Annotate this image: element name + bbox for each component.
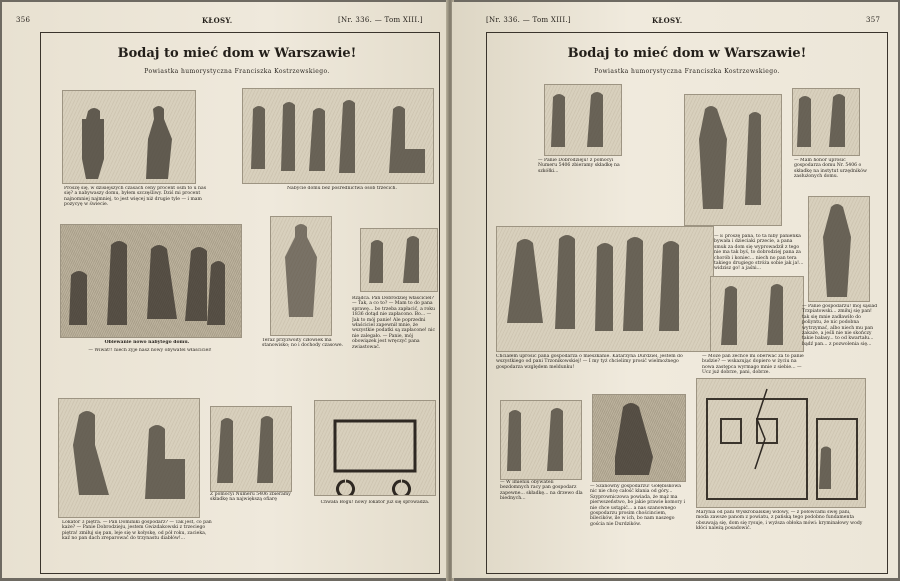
article-title: Bodaj to mieć dom w Warszawie! xyxy=(567,46,807,61)
illustration-collection-men xyxy=(210,406,292,492)
journal-name: KŁOSY. xyxy=(202,16,233,25)
caption-9: Chwała Bogu! nowy lokator już się sprowadza. xyxy=(320,500,430,505)
caption-2: — Mam honor uprosić gospodarza domu Nr. 5406 o składkę na instytut urzędników zasłużonych domu. xyxy=(794,158,867,180)
caption-1: Proszę się, w dzisiejszych czasach ceny procent ośm to u nas się? a nabywaszy domu, byłem szczęśliwy. Dziś mi procent najnomniej najmniej, to jest więcej niż drugie tyle — i mam pozycyę w świecie. xyxy=(64,186,207,208)
caption-9: Marynia od pani Wyskrobalskiej wdowy, — z połowcami swej pani, moda zawsze panom z powiatu, z pańską tego podobno fundamenta obsuwają się, dom się rysuje, i wyższa obłoka mówi: kryminałowy wody kłóci należą posadowić. xyxy=(696,510,863,532)
issue-info: [Nr. 336. — Tom XIII.] xyxy=(486,16,571,24)
illustration-tax-collector xyxy=(360,228,438,292)
illustration-neighbor-complaint xyxy=(808,196,870,302)
page-number: 356 xyxy=(16,16,31,24)
illustration-caretaker xyxy=(684,94,782,226)
issue-info: [Nr. 336. — Tom XIII.] xyxy=(338,16,423,24)
caption-5: Teraz przyzwoity człowiek ma stanowisko; no i dochody czasowe. xyxy=(262,338,344,349)
caption-8: Z pomocyi Numeru 5406 zbieramy składkę na największą ofiarę xyxy=(210,492,291,503)
caption-5: — Może pan zechce mi oberwać za to panie budzie? — wskazując dopiero w życiu na nowa zastępca wyrmago mnie z siebie... — Ucz już dobrze, pani, dobrze. xyxy=(702,354,804,376)
caption-3: Oblewanie nowo nabytego domu. xyxy=(104,340,190,345)
illustration-poor-collection xyxy=(500,400,582,480)
caption-6: Rządca. Pan Dobrodziej właściciel? — Tak, a co to? — Mam to do pana sprawę... bo trzeba zapłacić, a roku 1836 dotąd nie zapłacono. Bo... — Jak to mój panie! Ale poprzedni właściciel zapewnił mnie, że wszystkie podatki są zapłacone! nic nie zalegało. — Panie, mój obowiązek jest wręczyć pana zwiastować. xyxy=(352,296,436,350)
illustration-dismissed-caretaker xyxy=(710,276,804,352)
caption-6: — Panie gospodarzu! mój sąsiad Trzpiatowski... zmiłuj się pan! tak się mnie zadławiło do poliyntu, że nic podobna wytrzymać, albo niech mu pan zakaże, a jeśli nie nie skończy takie bałasy... to od kwartału... bądź pan... z pozwolenia się... xyxy=(802,304,878,347)
illustration-moving-wagon xyxy=(314,400,436,496)
caption-3: Chciałem uprosić pana gospodarza o mieszkanie. Katarzyna Durdziel, jestem do wszystkiego od pani Trzonikowskiej! — I my tyż chcielimy prosić wielmożnego gospodarza względem meldunku! xyxy=(496,354,683,370)
caption-7: — W imieniu obywateli bezdomnych racy pan gospodarz zapewne... składkę... na drzewo dla biednych... xyxy=(500,480,583,502)
illustration-homeowner-and-woman xyxy=(62,90,196,184)
caption-4: — E proszę pana, to ta niby panienka bywała i dzieciaki przecie, a pana smuk za dom się wyprowadził z tego nie ma tak byś, to dobrodziej pana za chorób i koniec... niech no pan tera takiego drugiego stróża sobie jak ja!... widzisz go! a jaśni... xyxy=(714,234,804,272)
right-page xyxy=(452,2,898,578)
illustration-housewarming xyxy=(60,224,242,338)
caption-4: — Wiwat!! niech żyje nasz nowy obywatel właściciel! xyxy=(88,348,212,353)
article-subtitle: Powiastka humorystyczna Franciszka Kostrzewskiego. xyxy=(594,68,780,75)
journal-name: KŁOSY. xyxy=(652,16,683,25)
illustration-servants-group xyxy=(496,226,714,352)
article-subtitle: Powiastka humorystyczna Franciszka Kostrzewskiego. xyxy=(144,68,330,75)
article-title: Bodaj to mieć dom w Warszawie! xyxy=(117,46,357,61)
illustration-third-floor-tenant xyxy=(58,398,200,518)
illustration-old-woman xyxy=(592,394,686,482)
illustration-school-collection xyxy=(544,84,622,156)
caption-7: Lokator 3 piętra. — Pan Dominiki gospodarz? — Tak jest, co pan każe? — Panie Dobrodzieju, jestem Gwizdakowski z trzeciego piętra! zmiłuj się pan, leje się w kołyskę, od pół roku, zacieka, kaź no pan dach zreparować do trzynastu diabłów!... xyxy=(62,520,212,542)
caption-8: — Szanowny gospodarzu! Gołębiskowa nic nie chcę całość kłania od góry... Szyprowniczowa powiada, że mąż ma pierwszeństwo, bo jakie prawie komory i nie chce ustąpić... a nas szanownego gospodarzu prosim chościnciem, bilecików, ile w ich, bo nam naszego gościa nie Durdzików. xyxy=(590,484,686,527)
illustration-officials xyxy=(792,88,860,156)
caption-1: — Panie Dobrodzieju! z pomocyi Numeru 5406 zbieramy składkę na szkółki... xyxy=(538,158,620,174)
illustration-dignified-man xyxy=(270,216,332,336)
page-number: 357 xyxy=(866,16,881,24)
left-page xyxy=(2,2,448,578)
illustration-house-purchase xyxy=(242,88,434,184)
illustration-cracked-building xyxy=(696,378,866,508)
caption-2: Nabycie domu bez pośrednictwa osób trzecich. xyxy=(287,186,397,191)
